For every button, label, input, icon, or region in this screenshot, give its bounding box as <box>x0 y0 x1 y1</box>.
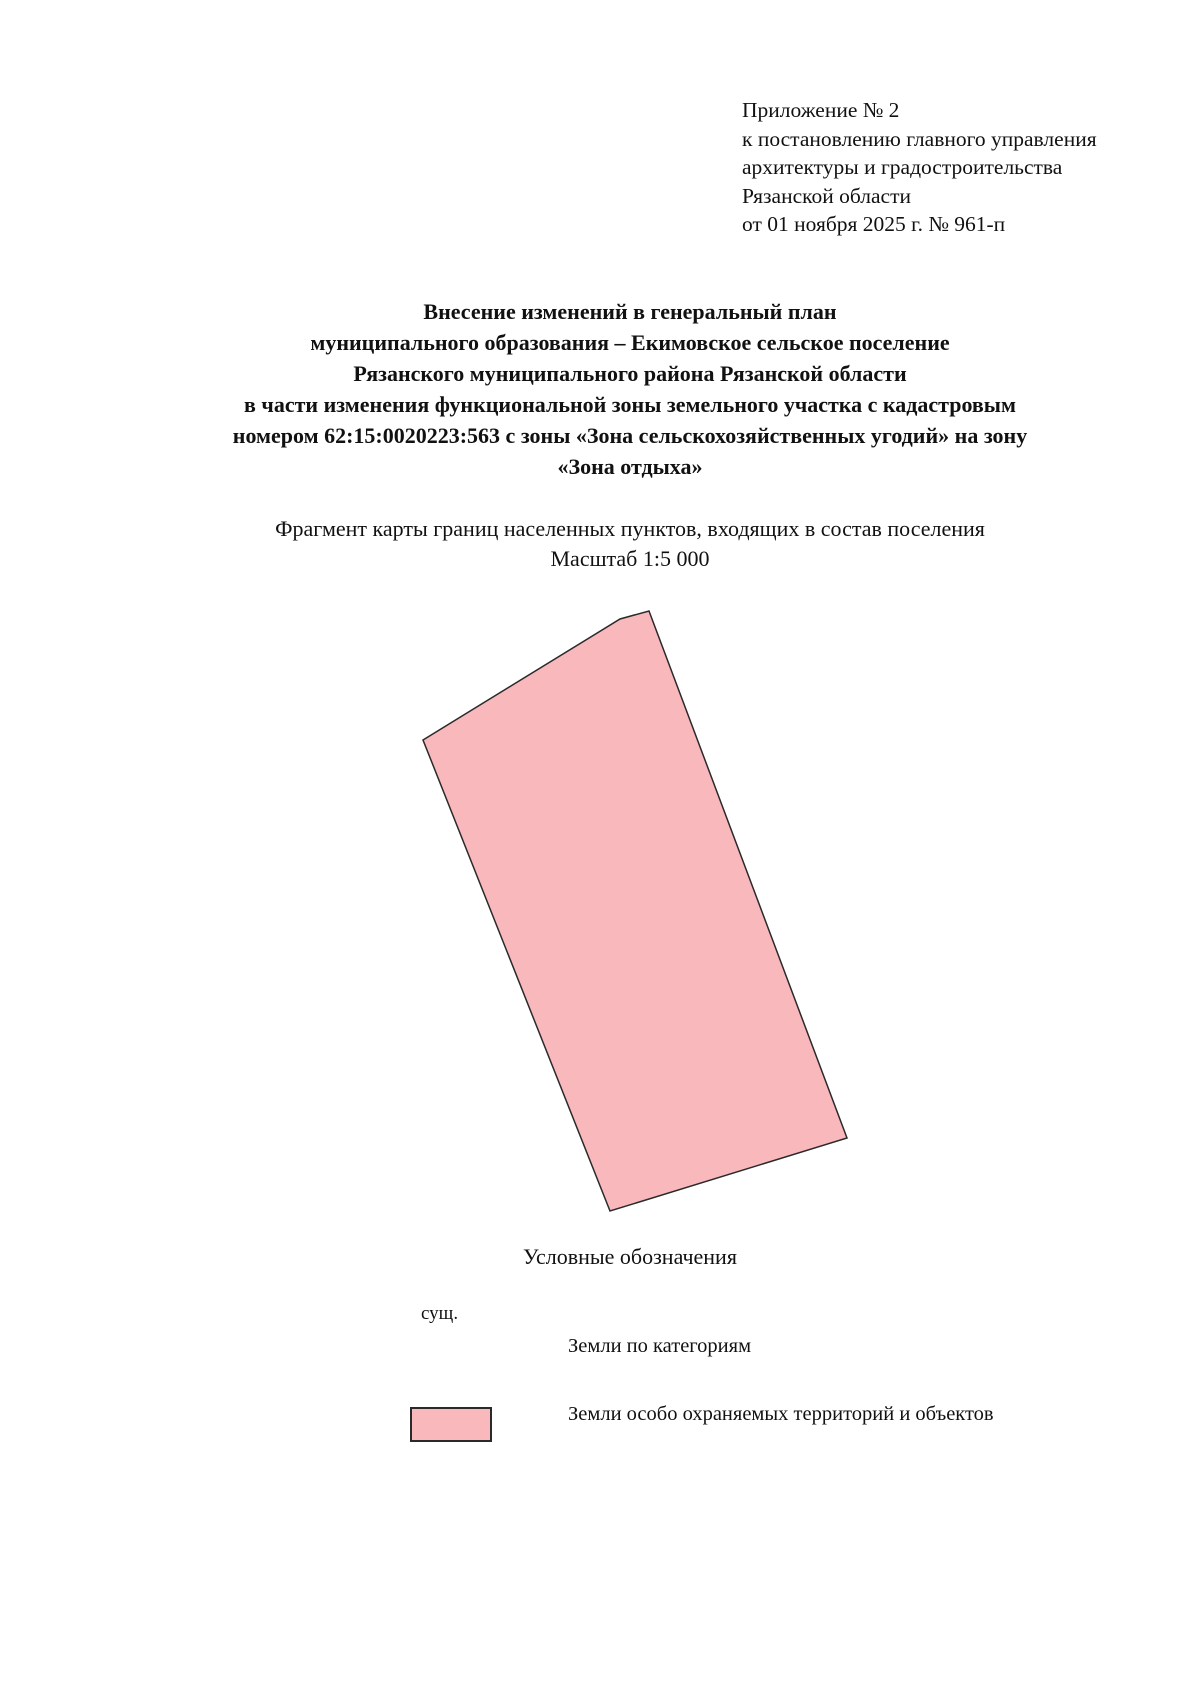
appendix-line-5: от 01 ноября 2025 г. № 961-п <box>742 212 1006 236</box>
appendix-line-3: архитектуры и градостроительства <box>742 155 1063 179</box>
map-scale: Масштаб 1:5 000 <box>550 546 710 571</box>
legend-swatch <box>410 1407 492 1442</box>
appendix-line-4: Рязанской области <box>742 183 911 208</box>
legend-status: сущ. <box>421 1303 459 1324</box>
title-line-3: Рязанского муниципального района Рязанской области <box>353 361 907 386</box>
map-caption: Фрагмент карты границ населенных пунктов, входящих в состав поселения <box>275 516 985 541</box>
legend-item-label: Земли особо охраняемых территорий и объектов <box>568 1403 994 1425</box>
title-line-5: номером 62:15:0020223:563 с зоны «Зона сельскохозяйственных угодий» на зону <box>232 423 1028 448</box>
title-line-4: в части изменения функциональной зоны земельного участка с кадастровым <box>244 392 1016 417</box>
land-parcel-polygon <box>423 611 847 1211</box>
title-line-6: «Зона отдыха» <box>557 454 703 479</box>
legend-title: Условные обозначения <box>523 1244 737 1269</box>
appendix-line-1: Приложение № 2 <box>742 98 900 122</box>
title-line-1: Внесение изменений в генеральный план <box>423 299 837 324</box>
legend-category-heading: Земли по категориям <box>568 1335 752 1357</box>
title-line-2: муниципального образования – Екимовское сельское поселение <box>310 330 950 355</box>
appendix-line-2: к постановлению главного управления <box>742 126 1097 151</box>
